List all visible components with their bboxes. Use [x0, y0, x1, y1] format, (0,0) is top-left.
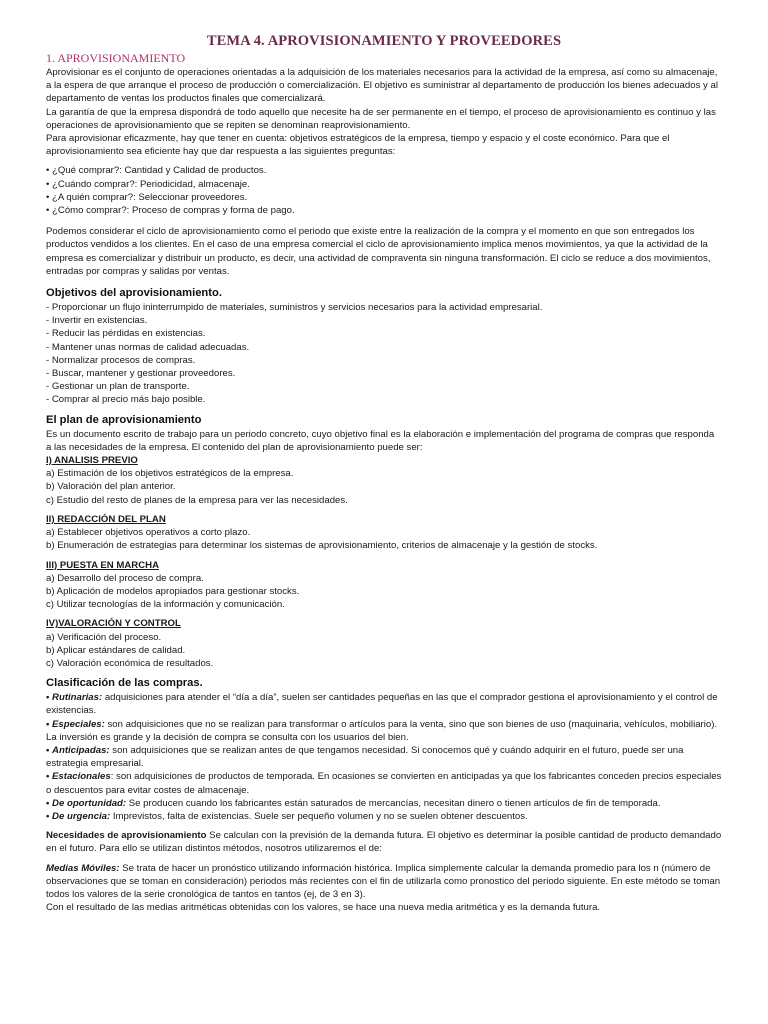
- phase-item: a) Establecer objetivos operativos a corto plazo.: [46, 527, 251, 539]
- phase-item: b) Aplicar estándares de calidad.: [46, 644, 186, 656]
- needs-text: Se calculan con la previsión de la demanda futura. El objetivo es determinar la posible cantidad de producto demandado en el futuro. Para ello se utilizan distintos métodos, nosotros utilizaremos el de:: [46, 830, 722, 855]
- moving-average-text: Se trata de hacer un pronóstico utilizando información histórica. Implica simplemente calcular la demanda promedio para los n (número de observaciones que se toman en consideración) periodos más recientes con el fin de utilizarla como pronostico del periodo siguiente. En este método se toman todos los valores de la serie cronológica de tantos en tantos (ej, de 3 en 3).: [46, 862, 721, 900]
- intro-paragraph-3: Para aprovisionar eficazmente, hay que tener en cuenta: objetivos estratégicos de la empresa, tiempo y espacio y el coste económico. Para que el aprovisionamiento sea eficiente hay que dar respuesta a las siguientes preguntas:: [46, 133, 670, 158]
- phase-title: III) PUESTA EN MARCHA: [46, 559, 159, 571]
- question-item: • ¿Qué comprar?: Cantidad y Calidad de productos.: [46, 165, 267, 177]
- phase-item: c) Estudio del resto de planes de la empresa para ver las necesidades.: [46, 494, 348, 506]
- classification-text: : son adquisiciones de productos de temporada. En ocasiones se convierten en anticipadas ya que los fabricantes conceden precios especiales o descuentos para evitar costes de almacenaje.: [46, 771, 722, 796]
- classification-label: Especiales:: [52, 718, 105, 730]
- phase-item: a) Desarrollo del proceso de compra.: [46, 572, 204, 584]
- question-item: • ¿A quién comprar?: Seleccionar proveedores.: [46, 191, 248, 203]
- classification-label: Anticipadas:: [52, 744, 110, 756]
- classification-label: De oportunidad:: [52, 797, 127, 809]
- question-item: • ¿Cómo comprar?: Proceso de compras y forma de pago.: [46, 205, 295, 217]
- phase-title: IV)VALORACIÓN Y CONTROL: [46, 618, 181, 630]
- phase-item: b) Valoración del plan anterior.: [46, 481, 176, 493]
- classification-text: Se producen cuando los fabricantes están saturados de mercancías, necesitan dinero o tienen artículos de fin de temporada.: [126, 797, 661, 809]
- intro-paragraph-2: La garantía de que la empresa dispondrá de todo aquello que necesite ha de ser permanente en el tiempo, el proceso de aprovisionamiento es continuo y las operaciones de aprovisionamiento que se repiten se denominan reaprovisionamiento.: [46, 106, 716, 131]
- plan-heading: El plan de aprovisionamiento: [46, 413, 202, 426]
- phase-items: [46, 572, 722, 612]
- phase-item: a) Verificación del proceso.: [46, 631, 162, 643]
- phase-item: b) Enumeración de estrategias para determinar los sistemas de aprovisionamiento, criterios de almacenaje y la gestión de stocks.: [46, 540, 598, 552]
- classification-text: son adquisiciones que no se realizan para transformar o artículos para la venta, sino que son bienes de uso (maquinaria, vehículos, mobiliario). La inversión es grande y la decisión de compra se consulta con los usuarios del bien.: [46, 718, 718, 743]
- objective-item: - Invertir en existencias.: [46, 315, 148, 327]
- phase-items: [46, 526, 722, 552]
- needs-label: Necesidades de aprovisionamiento: [46, 830, 207, 842]
- classification-label: Estacionales: [52, 771, 111, 783]
- cycle-paragraph: Podemos considerar el ciclo de aprovisionamiento como el periodo que existe entre la realización de la compra y el momento en que son entregados los productos vendidos a los clientes. En el caso de una empresa comercial el ciclo de aprovisionamiento implica menos movimientos, ya que la actividad de la empresa es comercializar y distribuir un producto, es decir, una actividad de compraventa sin ninguna transformación. El ciclo se reduce a dos movimientos, entradas por compras y salidas por ventas.: [46, 226, 711, 277]
- classification-label: Rutinarias:: [52, 692, 103, 704]
- classification-text: Imprevistos, falta de existencias. Suele ser pequeño volumen y no se suelen obtener descuentos.: [110, 810, 528, 822]
- objective-item: - Normalizar procesos de compras.: [46, 354, 196, 366]
- intro-paragraph-1: Aprovisionar es el conjunto de operaciones orientadas a la adquisición de los materiales necesarios para la actividad de la empresa, así como su almacenaje, a la espera de que arranque el proceso de producción o comercialización. El objetivo es suministrar al departamento de producción los bienes adecuados y al departamento de ventas los productos finales que comercializará.: [46, 67, 718, 105]
- objective-item: - Mantener unas normas de calidad adecuadas.: [46, 341, 250, 353]
- needs-paragraph: [46, 829, 722, 855]
- objective-item: - Reducir las pérdidas en existencias.: [46, 328, 206, 340]
- objective-item: - Proporcionar un flujo ininterrumpido de materiales, suministros y servicios necesarios para la actividad empresarial.: [46, 302, 543, 314]
- phase-item: b) Aplicación de modelos apropiados para gestionar stocks.: [46, 585, 300, 597]
- section-heading-aprovisionamiento: 1. APROVISIONAMIENTO: [46, 51, 186, 65]
- phase-item: c) Valoración económica de resultados.: [46, 657, 214, 669]
- moving-average-label: Medias Móviles:: [46, 862, 120, 874]
- questions-list: [46, 164, 722, 217]
- classification-item: • De urgencia: Imprevistos, falta de existencias. Suele ser pequeño volumen y no se suelen obtener descuentos.: [46, 810, 528, 822]
- phase-title: II) REDACCIÓN DEL PLAN: [46, 513, 166, 525]
- phase-item: c) Utilizar tecnologías de la información y comunicación.: [46, 599, 285, 611]
- plan-intro: Es un documento escrito de trabajo para un periodo concreto, cuyo objetivo final es la elaboración e implementación del programa de compras que responda a las necesidades de la empresa. El contenido del plan de aprovisionamiento puede ser:: [46, 428, 715, 453]
- classification-item: • De oportunidad: Se producen cuando los fabricantes están saturados de mercancías, necesitan dinero o tienen artículos de fin de temporada.: [46, 797, 661, 809]
- objectives-heading: Objetivos del aprovisionamiento.: [46, 287, 222, 300]
- phase-items: [46, 631, 722, 671]
- classification-item: • Estacionales: son adquisiciones de productos de temporada. En ocasiones se convierten en anticipadas ya que los fabricantes conceden precios especiales o descuentos para evitar costes de almacenaje.: [46, 771, 722, 796]
- objectives-list: [46, 301, 722, 407]
- moving-average-result: Con el resultado de las medias aritméticas obtenidas con los valores, se hace una nueva media aritmética y es la demanda futura.: [46, 902, 601, 914]
- classification-text: adquisiciones para atender el “día a día”, suelen ser cantidades pequeñas en las que el comprador gestiona el aprovisionamiento y el control de existencias.: [46, 692, 718, 717]
- classification-item: • Especiales: son adquisiciones que no se realizan para transformar o artículos para la venta, sino que son bienes de uso (maquinaria, vehículos, mobiliario). La inversión es grande y la decisión de compra se consulta con los usuarios del bien.: [46, 718, 718, 743]
- phase-item: a) Estimación de los objetivos estratégicos de la empresa.: [46, 468, 294, 480]
- classification-label: De urgencia:: [52, 810, 111, 822]
- moving-average-paragraph: [46, 862, 722, 902]
- objective-item: - Comprar al precio más bajo posible.: [46, 394, 206, 406]
- document-page: [46, 33, 722, 914]
- phase-title: I) ANALISIS PREVIO: [46, 455, 138, 467]
- objective-item: - Buscar, mantener y gestionar proveedores.: [46, 368, 236, 380]
- objective-item: - Gestionar un plan de transporte.: [46, 381, 190, 393]
- document-title: TEMA 4. APROVISIONAMIENTO Y PROVEEDORES: [206, 33, 562, 49]
- phase-items: [46, 467, 722, 507]
- classification-text: son adquisiciones que se realizan antes de que tengamos necesidad. Si conocemos qué y cuándo adquirir en el futuro, puede ser una estrategia empresarial.: [46, 744, 684, 770]
- question-item: • ¿Cuándo comprar?: Periodicidad, almacenaje.: [46, 178, 250, 190]
- classification-item: • Anticipadas: son adquisiciones que se realizan antes de que tengamos necesidad. Si conocemos qué y cuándo adquirir en el futuro, puede ser una estrategia empresarial.: [46, 744, 684, 770]
- classification-item: • Rutinarias: adquisiciones para atender el “día a día”, suelen ser cantidades pequeñas en las que el comprador gestiona el aprovisionamiento y el control de existencias.: [46, 692, 718, 717]
- classification-heading: Clasificación de las compras.: [46, 677, 203, 690]
